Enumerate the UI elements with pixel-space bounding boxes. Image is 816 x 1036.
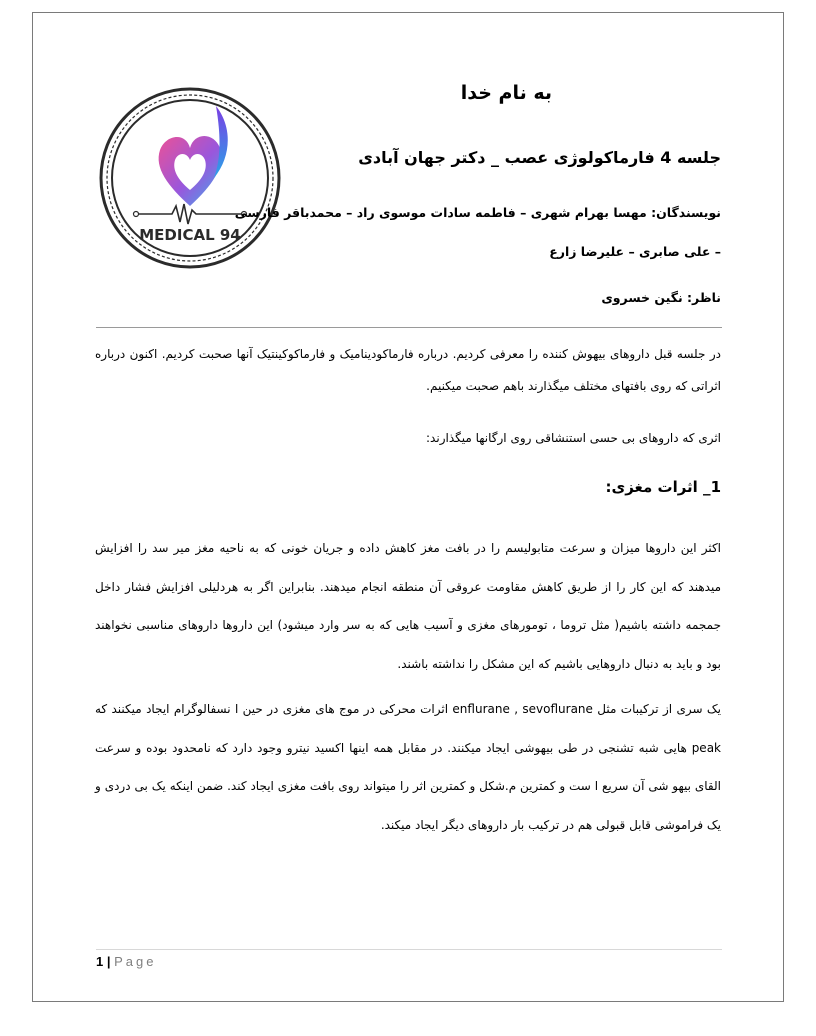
page-footer bbox=[96, 954, 157, 969]
authors-line-1: نویسندگان: مهسا بهرام شهری – فاطمه سادات موسوی راد – محمدباقر فارسی bbox=[234, 205, 721, 220]
brain-effects-paragraph-1: اکثر این داروها میزان و سرعت متابولیسم را در بافت مغز کاهش داده و جریان خونی که به ناحیه مغز میر سد را افزایش میدهند که این کار را از طریق کاهش مقاومت عروقی آن منطقه انجام میدهند. بنابراین اگر به هردلیلی افزایش فشار داخل جمجمه داشته باشیم( مثل تروما ، تومورهای مغزی و آسیب هایی که به سر وارد میشود) این داروها داروهای مناسبی نخواهند بود و باید به دنبال داروهایی باشیم که این مشکل را نداشته باشند. bbox=[95, 541, 721, 671]
header-divider bbox=[96, 327, 722, 328]
supervisor-line: ناظر: نگین خسروی bbox=[601, 290, 721, 305]
page-number: 1 bbox=[96, 954, 104, 969]
effects-intro-paragraph: اثری که داروهای بی حسی استنشاقی روی ارگانها میگذارند: bbox=[426, 431, 721, 445]
footer-divider bbox=[96, 949, 722, 950]
basmala-heading: به نام خدا bbox=[460, 82, 552, 104]
brain-effects-paragraph-2: یک سری از ترکیبات مثل enflurane , sevoflurane اثرات محرکی در موج های مغزی در حین ا نسفالوگرام ایجاد میکنند که peak هایی شبه تشنجی در طی بیهوشی ایجاد میکنند. در مقابل همه اینها اکسید نیترو وجود دارد که نامحدود بوده و سرعت القای بیهو شی آن سریع ا ست و کمترین م.شکل و کمترین اثر را میتواند روی بافت مغزی ایجاد کند. ضمن اینکه یک بی دردی و یک فراموشی قابل قبولی هم در ترکیب بار داروهای دیگر ایجاد میکند. bbox=[95, 702, 721, 832]
logo-text: MEDICAL 94 bbox=[139, 226, 241, 244]
footer-separator: | bbox=[106, 954, 111, 969]
section-heading-brain-effects: 1_ اثرات مغزی: bbox=[605, 478, 721, 496]
session-title: جلسه 4 فارماکولوژی عصب _ دکتر جهان آبادی bbox=[358, 148, 721, 167]
page-label: Page bbox=[114, 954, 157, 969]
medical94-logo bbox=[98, 86, 282, 270]
authors-line-2: – علی صابری – علیرضا زارع bbox=[549, 244, 721, 259]
intro-paragraph: در جلسه قبل داروهای بیهوش کننده را معرفی کردیم. درباره فارماکودینامیک و فارماکوکینتیک آنها صحبت کردیم. اکنون درباره اثراتی که روی بافتهای مختلف میگذارند باهم صحبت میکنیم. bbox=[95, 347, 721, 393]
